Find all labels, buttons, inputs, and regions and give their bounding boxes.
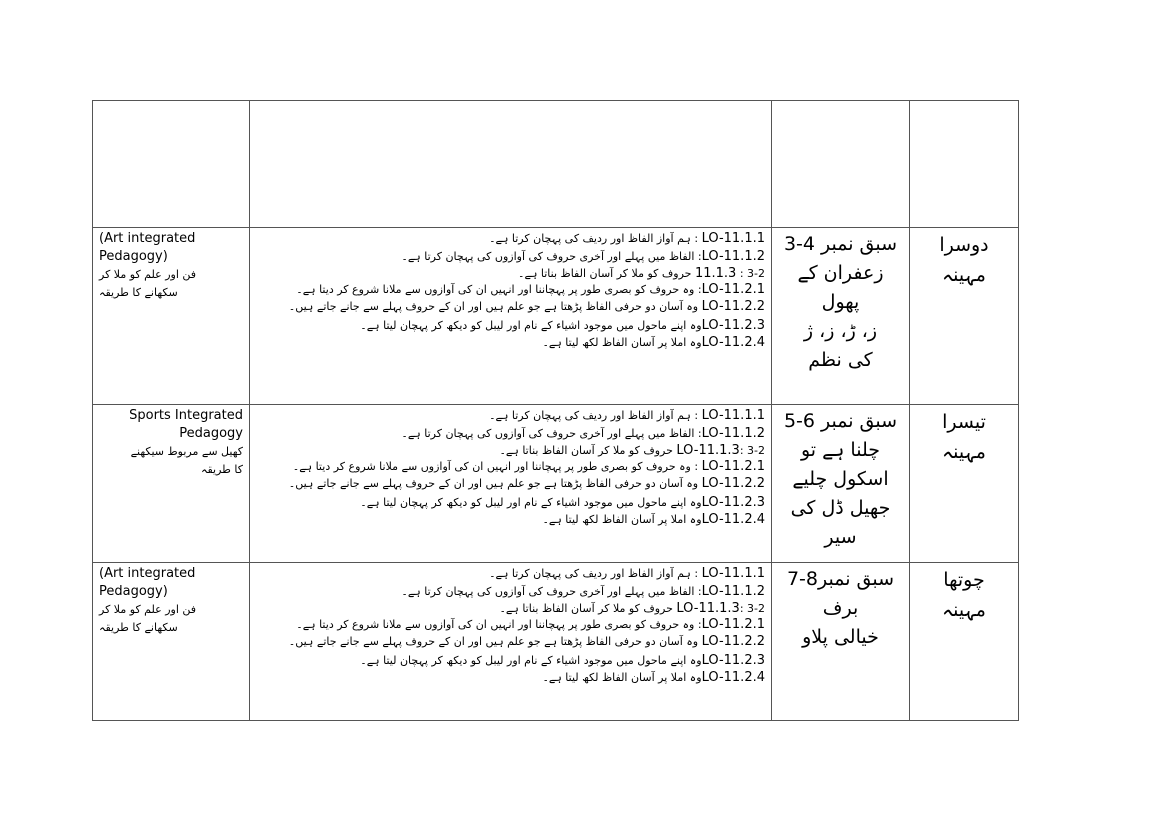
lesson-line: کی نظم bbox=[808, 349, 873, 371]
lesson-line: سبق نمبر8-7 bbox=[786, 568, 895, 590]
lesson-line: اسکول چلیے bbox=[792, 468, 889, 490]
header-cell-month bbox=[910, 101, 1019, 228]
learning-outcome: LO-11.1.2: الفاظ میں پہلے اور آخری حروف کی آوازوں کی پہچان کرتا ہے۔ bbox=[401, 248, 765, 264]
learning-outcome: LO-11.1.1 : ہم آواز الفاظ اور ردیف کی پہچان کرتا ہے۔ bbox=[489, 566, 765, 581]
learning-outcome: LO-11.2.1 : وہ حروف کو بصری طور پر پہچاننا اور انہیں ان کی آوازوں سے ملانا شروع کر دیتا ہے۔ bbox=[292, 458, 765, 474]
table-row bbox=[93, 228, 1019, 405]
learning-outcome: LO-11.2.2 وہ آسان دو حرفی الفاظ پڑھتا ہے جو علم ہیں اور ان کے حروف پہلے سے جانے جاتے ہیں۔ bbox=[288, 298, 765, 314]
pedagogy-urdu: کھیل سے مربوط سیکھنے bbox=[130, 445, 243, 458]
lesson-line: سیر bbox=[824, 526, 857, 548]
learning-outcome: LO-11.2.4وہ املا پر آسان الفاظ لکھ لیتا ہے۔ bbox=[542, 512, 765, 527]
lesson-cell bbox=[772, 228, 910, 405]
learning-outcome: LO-11.1.2: الفاظ میں پہلے اور آخری حروف کی آوازوں کی پہچان کرتا ہے۔ bbox=[401, 583, 765, 599]
table-row bbox=[93, 563, 1019, 721]
lesson-line: جھیل ڈل کی bbox=[790, 497, 891, 519]
learning-outcome: LO-11.1.1 : ہم آواز الفاظ اور ردیف کی پہچان کرتا ہے۔ bbox=[489, 231, 765, 246]
table-header-row bbox=[93, 101, 1019, 228]
pedagogy-english: Pedagogy) bbox=[99, 584, 168, 599]
lesson-line: سبق نمبر 4-3 bbox=[783, 233, 898, 255]
month-cell bbox=[910, 563, 1019, 721]
lesson-cell bbox=[772, 563, 910, 721]
learning-outcome: LO-11.2.3وہ اپنے ماحول میں موجود اشیاء کے نام اور لیبل کو دیکھ کر پہچان لیتا ہے۔ bbox=[360, 317, 765, 333]
table-row bbox=[93, 405, 1019, 563]
month-label: مہینہ bbox=[942, 264, 986, 286]
header-cell-outcomes bbox=[250, 101, 772, 228]
lesson-line: پھول bbox=[821, 291, 860, 313]
pedagogy-urdu: فن اور علم کو ملا کر bbox=[99, 603, 197, 616]
header-cell-lesson bbox=[772, 101, 910, 228]
month-label: مہینہ bbox=[942, 441, 986, 463]
lesson-line: زعفران کے bbox=[797, 262, 884, 284]
pedagogy-english: (Art integrated bbox=[99, 566, 196, 581]
learning-outcome: LO-11.2.4وہ املا پر آسان الفاظ لکھ لیتا ہے۔ bbox=[542, 670, 765, 685]
learning-outcome: LO-11.1.3: 3-2 حروف کو ملا کر آسان الفاظ بناتا ہے۔ bbox=[499, 601, 765, 616]
month-cell bbox=[910, 405, 1019, 563]
lesson-line: برف bbox=[822, 597, 859, 619]
learning-outcome: LO-11.2.3وہ اپنے ماحول میں موجود اشیاء کے نام اور لیبل کو دیکھ کر پہچان لیتا ہے۔ bbox=[360, 652, 765, 668]
learning-outcome: LO-11.1.2: الفاظ میں پہلے اور آخری حروف کی آوازوں کی پہچان کرتا ہے۔ bbox=[401, 425, 765, 441]
pedagogy-english: Sports Integrated bbox=[129, 408, 243, 423]
pedagogy-cell bbox=[93, 563, 250, 721]
pedagogy-cell bbox=[93, 228, 250, 405]
learning-outcomes-cell bbox=[250, 405, 772, 563]
pedagogy-english: Pedagogy) bbox=[99, 249, 168, 264]
lesson-line: ز، ڑ، ز، ژ bbox=[803, 320, 878, 342]
pedagogy-urdu: سکھانے کا طریقہ bbox=[99, 621, 178, 634]
learning-outcomes-cell bbox=[250, 563, 772, 721]
learning-outcome: LO-11.2.1: وہ حروف کو بصری طور پر پہچاننا اور انہیں ان کی آوازوں سے ملانا شروع کر دیتا ہے۔ bbox=[296, 616, 765, 632]
learning-outcome: LO-11.2.2 وہ آسان دو حرفی الفاظ پڑھتا ہے جو علم ہیں اور ان کے حروف پہلے سے جانے جاتے ہیں۔ bbox=[288, 475, 765, 491]
learning-outcome: LO-11.2.3وہ اپنے ماحول میں موجود اشیاء کے نام اور لیبل کو دیکھ کر پہچان لیتا ہے۔ bbox=[360, 494, 765, 510]
learning-outcome: LO-11.1.1 : ہم آواز الفاظ اور ردیف کی پہچان کرتا ہے۔ bbox=[489, 408, 765, 423]
learning-outcomes-cell bbox=[250, 228, 772, 405]
month-label: مہینہ bbox=[942, 599, 986, 621]
lesson-line: چلنا ہے تو bbox=[800, 439, 880, 461]
month-cell bbox=[910, 228, 1019, 405]
learning-outcome: LO-11.2.4وہ املا پر آسان الفاظ لکھ لیتا ہے۔ bbox=[542, 335, 765, 350]
pedagogy-urdu: کا طریقہ bbox=[201, 463, 243, 476]
pedagogy-urdu: سکھانے کا طریقہ bbox=[99, 286, 178, 299]
pedagogy-english: Pedagogy bbox=[179, 426, 243, 441]
month-label: چوتھا bbox=[943, 569, 985, 591]
lesson-cell bbox=[772, 405, 910, 563]
learning-outcome: LO-11.2.1: وہ حروف کو بصری طور پر پہچاننا اور انہیں ان کی آوازوں سے ملانا شروع کر دیتا ہے۔ bbox=[296, 281, 765, 297]
month-label: تیسرا bbox=[942, 411, 986, 433]
learning-outcome: LO-11.1.3: 3-2 حروف کو ملا کر آسان الفاظ بناتا ہے۔ bbox=[499, 443, 765, 458]
month-label: دوسرا bbox=[939, 234, 989, 256]
pedagogy-cell bbox=[93, 405, 250, 563]
pedagogy-english: (Art integrated bbox=[99, 231, 196, 246]
pedagogy-urdu: فن اور علم کو ملا کر bbox=[99, 268, 197, 281]
learning-outcome: LO-11.2.2 وہ آسان دو حرفی الفاظ پڑھتا ہے جو علم ہیں اور ان کے حروف پہلے سے جانے جاتے ہیں۔ bbox=[288, 633, 765, 649]
lesson-plan-table bbox=[92, 100, 1019, 721]
learning-outcome: 11.1.3 : 3-2 حروف کو ملا کر آسان الفاظ بناتا ہے۔ bbox=[518, 266, 765, 281]
lesson-line: سبق نمبر 6-5 bbox=[783, 410, 898, 432]
lesson-line: خیالی پلاو bbox=[802, 626, 879, 648]
header-cell-pedagogy bbox=[93, 101, 250, 228]
